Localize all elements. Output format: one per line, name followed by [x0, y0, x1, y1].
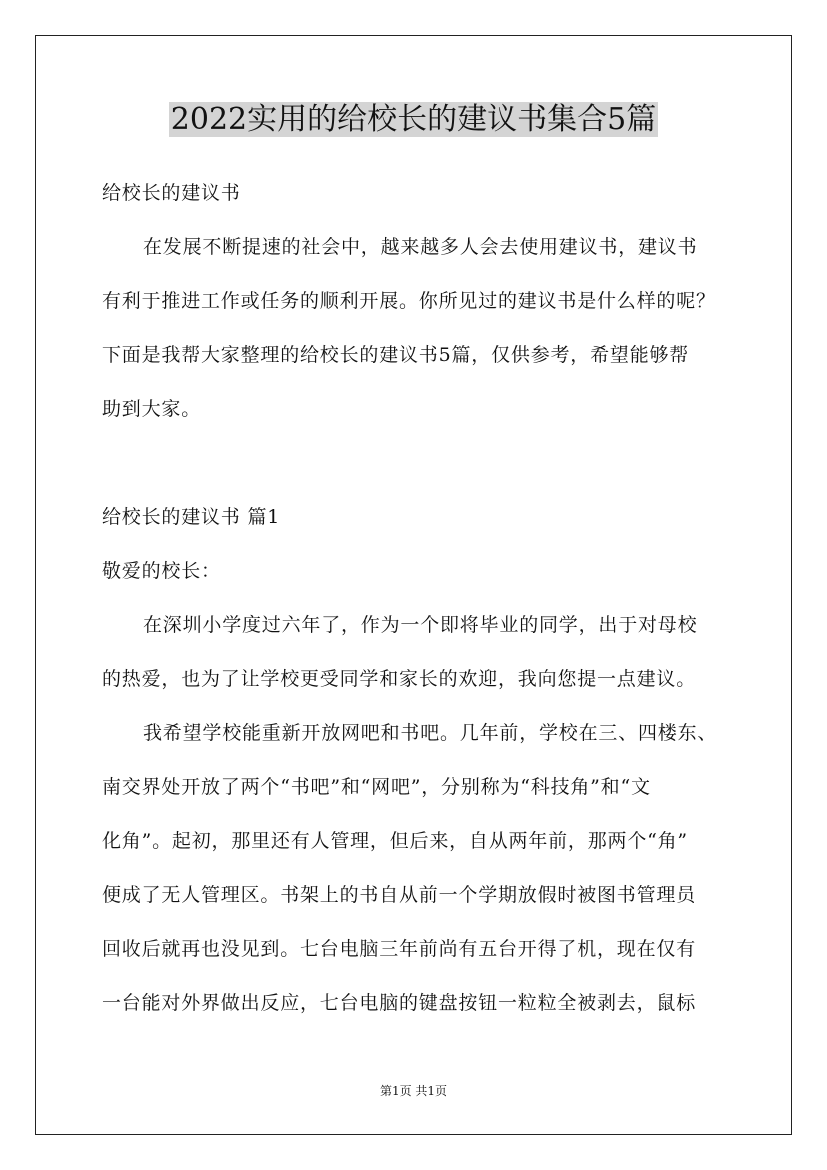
letter-paragraph-2 [102, 706, 742, 1030]
salutation-text: 敬爱的校长： [102, 560, 221, 582]
salutation [102, 544, 742, 598]
paragraph-line: 在发展不断提速的社会中，越来越多人会去使用建议书，建议书 [143, 236, 698, 258]
document-title-text: 2022实用的给校长的建议书集合5篇 [170, 102, 657, 137]
section-heading-intro [102, 166, 742, 220]
section-heading-1 [102, 490, 742, 544]
paragraph-line: 南交界处开放了两个“书吧”和“网吧”，分别称为“科技角”和“文 [102, 776, 651, 798]
paragraph-line: 在深圳小学度过六年了，作为一个即将毕业的同学，出于对母校 [143, 614, 698, 636]
paragraph-line: 有利于推进工作或任务的顺利开展。你所见过的建议书是什么样的呢？ [102, 290, 716, 312]
page-number: 第1页 共1页 [379, 1084, 448, 1098]
heading-text: 给校长的建议书 篇1 [102, 506, 281, 528]
paragraph-line: 的热爱，也为了让学校更受同学和家长的欢迎，我向您提一点建议。 [102, 668, 697, 690]
paragraph-line: 下面是我帮大家整理的给校长的建议书5篇，仅供参考，希望能够帮 [102, 344, 690, 366]
paragraph-line: 助到大家。 [102, 398, 202, 420]
page-footer [0, 1083, 827, 1099]
intro-paragraph [102, 220, 742, 436]
heading-text: 给校长的建议书 [102, 182, 241, 204]
letter-paragraph-1 [102, 598, 742, 706]
paragraph-line: 一台能对外界做出反应，七台电脑的键盘按钮一粒粒全被剥去，鼠标 [102, 992, 697, 1014]
paragraph-line: 化角”。起初，那里还有人管理，但后来，自从两年前，那两个“角” [102, 830, 688, 852]
paragraph-line: 便成了无人管理区。书架上的书自从前一个学期放假时被图书管理员 [102, 884, 697, 906]
paragraph-line: 回收后就再也没见到。七台电脑三年前尚有五台开得了机，现在仅有 [102, 938, 697, 960]
document-title [0, 98, 827, 142]
paragraph-line: 我希望学校能重新开放网吧和书吧。几年前，学校在三、四楼东、 [143, 722, 718, 744]
